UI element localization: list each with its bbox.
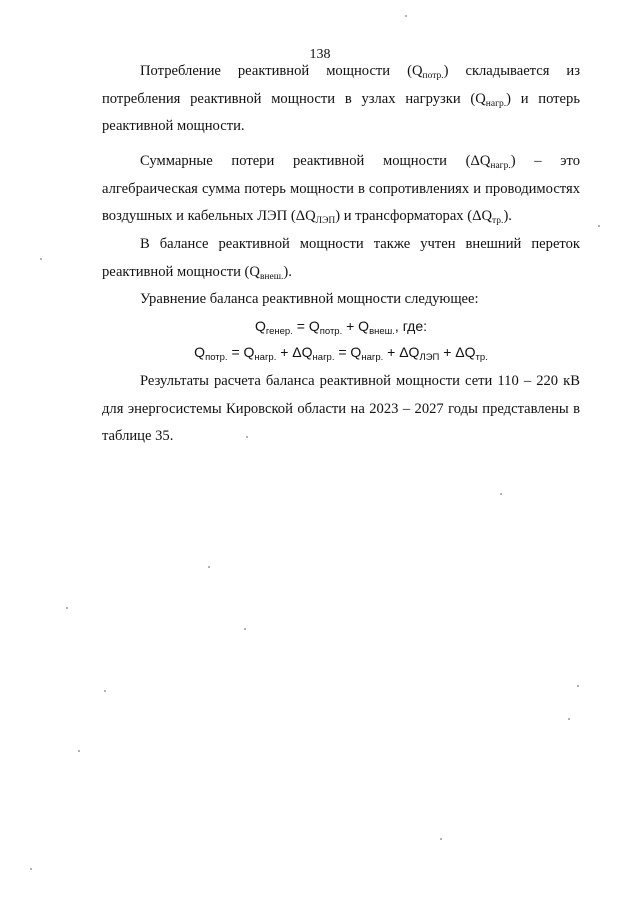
scan-speck (244, 628, 246, 630)
subscript: потр. (422, 71, 444, 81)
page-number: 138 (309, 47, 331, 62)
scan-speck (40, 258, 42, 260)
paragraph-losses (102, 148, 580, 231)
text: ) складывается из потребления реактивной мощности в узлах нагрузки (Q (102, 63, 580, 107)
equation-consumption: $Q_{потр.} = Q_{нагр.} + \Delta Q_{нагр.} = Q_{нагр.} + \Delta Q_{ЛЭП} + \Delta Q_{тр.}$ (194, 344, 488, 363)
paragraph-external-flow (102, 231, 580, 286)
scan-speck (598, 225, 600, 227)
subscript: ЛЭП (315, 216, 336, 226)
paragraph-equation-intro (102, 286, 580, 314)
scan-speck (405, 15, 407, 17)
paragraph-results (102, 368, 580, 451)
scan-speck (30, 868, 32, 870)
text: ) – это алгебраическая сумма потерь мощности в сопротивлениях и проводимостях воздушных и кабельных ЛЭП (ΔQ (102, 153, 580, 224)
scan-speck (568, 718, 570, 720)
scan-speck (246, 436, 248, 438)
text: Потребление реактивной мощности (Q (140, 63, 423, 79)
scan-speck (440, 838, 442, 840)
scan-speck (66, 607, 68, 609)
scan-speck (500, 493, 502, 495)
scan-speck (104, 690, 106, 692)
text: Уравнение баланса реактивной мощности следующее: (140, 291, 479, 307)
subscript: нагр. (490, 161, 511, 171)
subscript: нагр. (485, 98, 507, 109)
text: В балансе реактивной мощности также учтен внешний переток реактивной мощности (Q (102, 236, 580, 280)
scan-speck (577, 685, 579, 687)
text: Результаты расчета баланса реактивной мощности сети 110 – 220 кВ для энергосистемы Кировской области на 2023 – 2027 годы представлены в таблице 35. (102, 373, 580, 444)
paragraph-consumption (102, 58, 580, 141)
scan-speck (78, 750, 80, 752)
text: ). (503, 208, 512, 224)
subscript: тр. (492, 216, 504, 226)
scan-speck (208, 566, 210, 568)
text: ) и трансформаторах (ΔQ (335, 208, 493, 224)
text: ) и потерь реактивной мощности. (102, 90, 580, 134)
subscript: внеш. (259, 271, 284, 282)
text: ). (283, 263, 292, 280)
equation-generation: $Q_{генер.} = Q_{потр.} + Q_{внеш.}$, где: (254, 318, 428, 337)
text: Суммарные потери реактивной мощности (ΔQ (140, 153, 491, 169)
